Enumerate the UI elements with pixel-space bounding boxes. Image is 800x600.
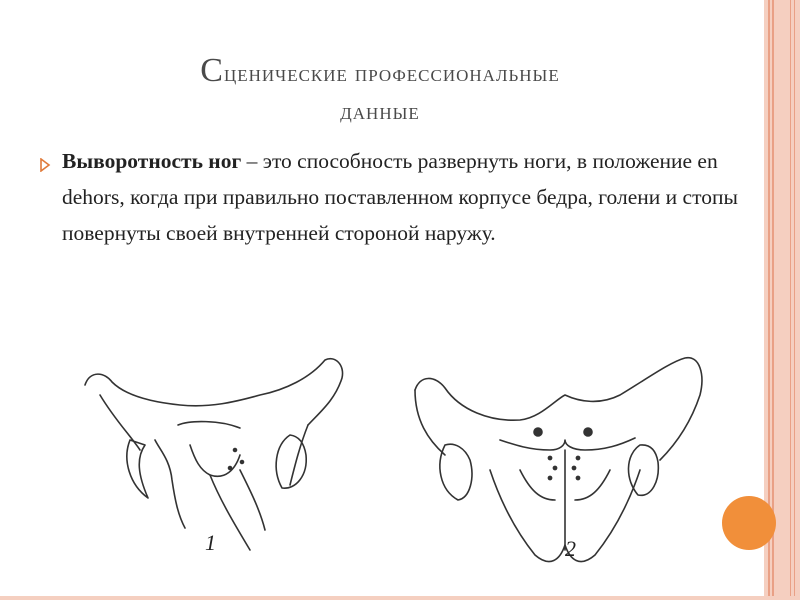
title-line-1 [60,52,700,93]
figure-label-1: 1 [205,530,216,555]
pelvis-drawing [60,350,720,575]
slide-title [60,52,700,131]
definition-term: Выворотность ног [62,149,242,173]
title-initial: С [200,52,224,89]
title-line-2: данные [340,99,420,125]
frame-line [790,0,791,600]
pelvis-figure-2 [415,358,702,562]
figure-label-2: 2 [565,536,576,561]
accent-circle [722,496,776,550]
pelvis-illustration [60,350,720,580]
definition-text: – это способность развернуть ноги, в положение en dehors, когда при правильно поставленном корпусе бедра, голени и стопы повернуты своей внутренней стороной наружу. [62,149,738,245]
bottom-frame [0,596,800,600]
definition-paragraph [62,143,752,251]
bullet-icon [39,158,51,172]
title-rest: ценические профессиональные [223,61,560,87]
frame-line [794,0,795,600]
pelvis-figure-1 [85,359,343,550]
